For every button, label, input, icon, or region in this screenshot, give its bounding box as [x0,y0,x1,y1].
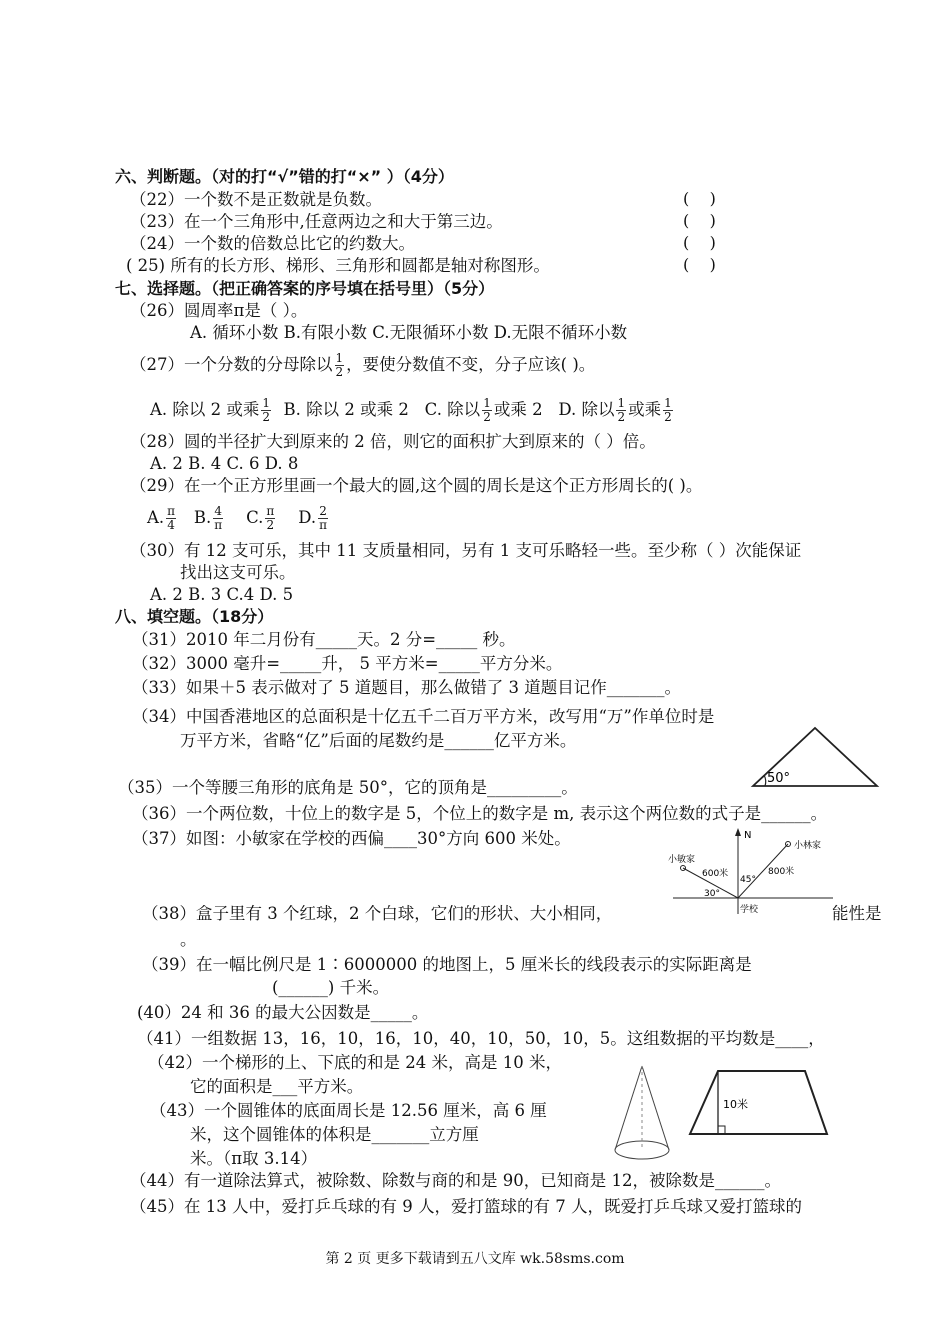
question-24: （24）一个数的倍数总比它的约数大。 [130,234,415,253]
question-25: ( 25) 所有的长方形、梯形、三角形和圆都是轴对称图形。 [126,256,550,275]
section-6-title: 六、判断题。（对的打“√”错的打“×” ）（4分） [115,167,454,186]
answer-23: ( ) [683,211,716,230]
question-38-end: 。 [180,930,197,949]
section-7-title: 七、选择题。（把正确答案的序号填在括号里）（5分） [115,279,495,298]
question-40: (40）24 和 36 的最大公因数是_____。 [137,1003,429,1022]
svg-text:10米: 10米 [723,1098,748,1111]
page-footer: 第 2 页 更多下载请到五八文库 wk.58sms.com [325,1251,625,1267]
question-45: （45）在 13 人中，爱打乒乓球的有 9 人，爱打篮球的有 7 人，既爱打乒乓球又爱打篮球的 [130,1197,802,1216]
question-39: （39）在一幅比例尺是 1∶6000000 的地图上，5 厘米长的线段表示的实际距离是 [142,955,752,974]
question-30-options: A. 2 B. 3 C.4 D. 5 [150,585,294,604]
question-26: （26）圆周率π是（ ）。 [130,301,308,320]
question-42: （42）一个梯形的上、下底的和是 24 米，高是 10 米， [148,1053,562,1072]
svg-text:小林家: 小林家 [794,841,822,851]
question-33: （33）如果＋5 表示做对了 5 道题目，那么做错了 3 道题目记作_______。 [132,678,681,697]
answer-25: ( ) [683,255,716,274]
question-34: （34）中国香港地区的总面积是十亿五千二百万平方米，改写用“万”作单位时是 [132,707,715,726]
trapezoid-figure [685,1066,835,1141]
question-43-cont: 米，这个圆锥体的体积是_______立方厘 [190,1125,479,1144]
svg-text:45°: 45° [740,875,756,885]
question-44: （44）有一道除法算式，被除数、除数与商的和是 90，已知商是 12，被除数是______。 [130,1171,781,1190]
cone-figure [605,1062,680,1167]
svg-text:小敏家: 小敏家 [668,855,696,865]
question-32: （32）3000 毫升=_____升， 5 平方米=_____平方分米。 [132,654,563,673]
question-30-cont: 找出这支可乐。 [180,563,296,582]
svg-text:800米: 800米 [768,867,795,877]
question-35: （35）一个等腰三角形的底角是 50°，它的顶角是_________。 [118,778,578,797]
question-39-cont: (______) 千米。 [272,978,390,997]
section-8-title: 八、填空题。（18分） [115,607,274,626]
question-43: （43）一个圆锥体的底面周长是 12.56 厘米，高 6 厘 [150,1101,547,1120]
answer-22: ( ) [683,189,716,208]
question-31: （31）2010 年二月份有_____天。2 分=_____ 秒。 [132,630,516,649]
question-23: （23）在一个三角形中,任意两边之和大于第三边。 [130,212,503,231]
question-29-options: A. $\frac{\pi}{4}$ B. $\frac{4}{\pi}$ C. $\frac{\pi}{2}$ D. $\frac{2}{\pi}$ [147,504,328,532]
question-28: （28）圆的半径扩大到原来的 2 倍，则它的面积扩大到原来的（ ）倍。 [130,432,656,451]
question-27: （27）一个分数的分母除以 $\frac{1}{2}$ ，要使分数值不变，分子应该( )。 [130,351,596,379]
svg-text:N: N [744,830,752,841]
question-38-tail: 能性是 [832,904,882,923]
question-42-cont: 它的面积是___平方米。 [190,1077,364,1096]
question-30: （30）有 12 支可乐，其中 11 支质量相同，另有 1 支可乐略轻一些。至少称（ ）次能保证 [130,541,802,560]
triangle-angle-label: 50° [767,771,791,786]
triangle-figure [745,722,885,792]
question-36: （36）一个两位数，十位上的数字是 5，个位上的数字是 m, 表示这个两位数的式子是______。 [132,804,828,823]
question-26-options: A. 循环小数 B.有限小数 C.无限循环小数 D.无限不循环小数 [190,323,628,342]
svg-text:30°: 30° [704,889,720,899]
question-28-options: A. 2 B. 4 C. 6 D. 8 [150,454,299,473]
question-41: （41）一组数据 13，16，10，16，10，40，10，50，10，5。这组数据的平均数是____， [137,1029,825,1048]
question-37: （37）如图：小敏家在学校的西偏____30°方向 600 米处。 [132,829,571,848]
question-29: （29）在一个正方形里画一个最大的圆,这个圆的周长是这个正方形周长的( )。 [130,476,703,495]
question-43-end: 米。（π取 3.14） [190,1149,318,1168]
map-figure [668,826,838,918]
svg-text:学校: 学校 [740,905,759,915]
answer-24: ( ) [683,233,716,252]
question-38: （38）盒子里有 3 个红球，2 个白球，它们的形状、大小相同， [142,904,613,923]
fraction-half: $\frac{1}{2}$ [335,351,344,379]
question-22: （22）一个数不是正数就是负数。 [130,190,382,209]
question-27-options: A. 除以 2 或乘 $\frac{1}{2}$ B. 除以 2 或乘 2 C. 除以 $\frac{1}{2}$ 或乘 2 D. 除以 $\frac{1}{2}$ 或乘 $\frac{1}{2}$ [150,396,672,424]
question-34-cont: 万平方米，省略“亿”后面的尾数约是______亿平方米。 [180,731,577,750]
svg-text:600米: 600米 [702,869,729,879]
